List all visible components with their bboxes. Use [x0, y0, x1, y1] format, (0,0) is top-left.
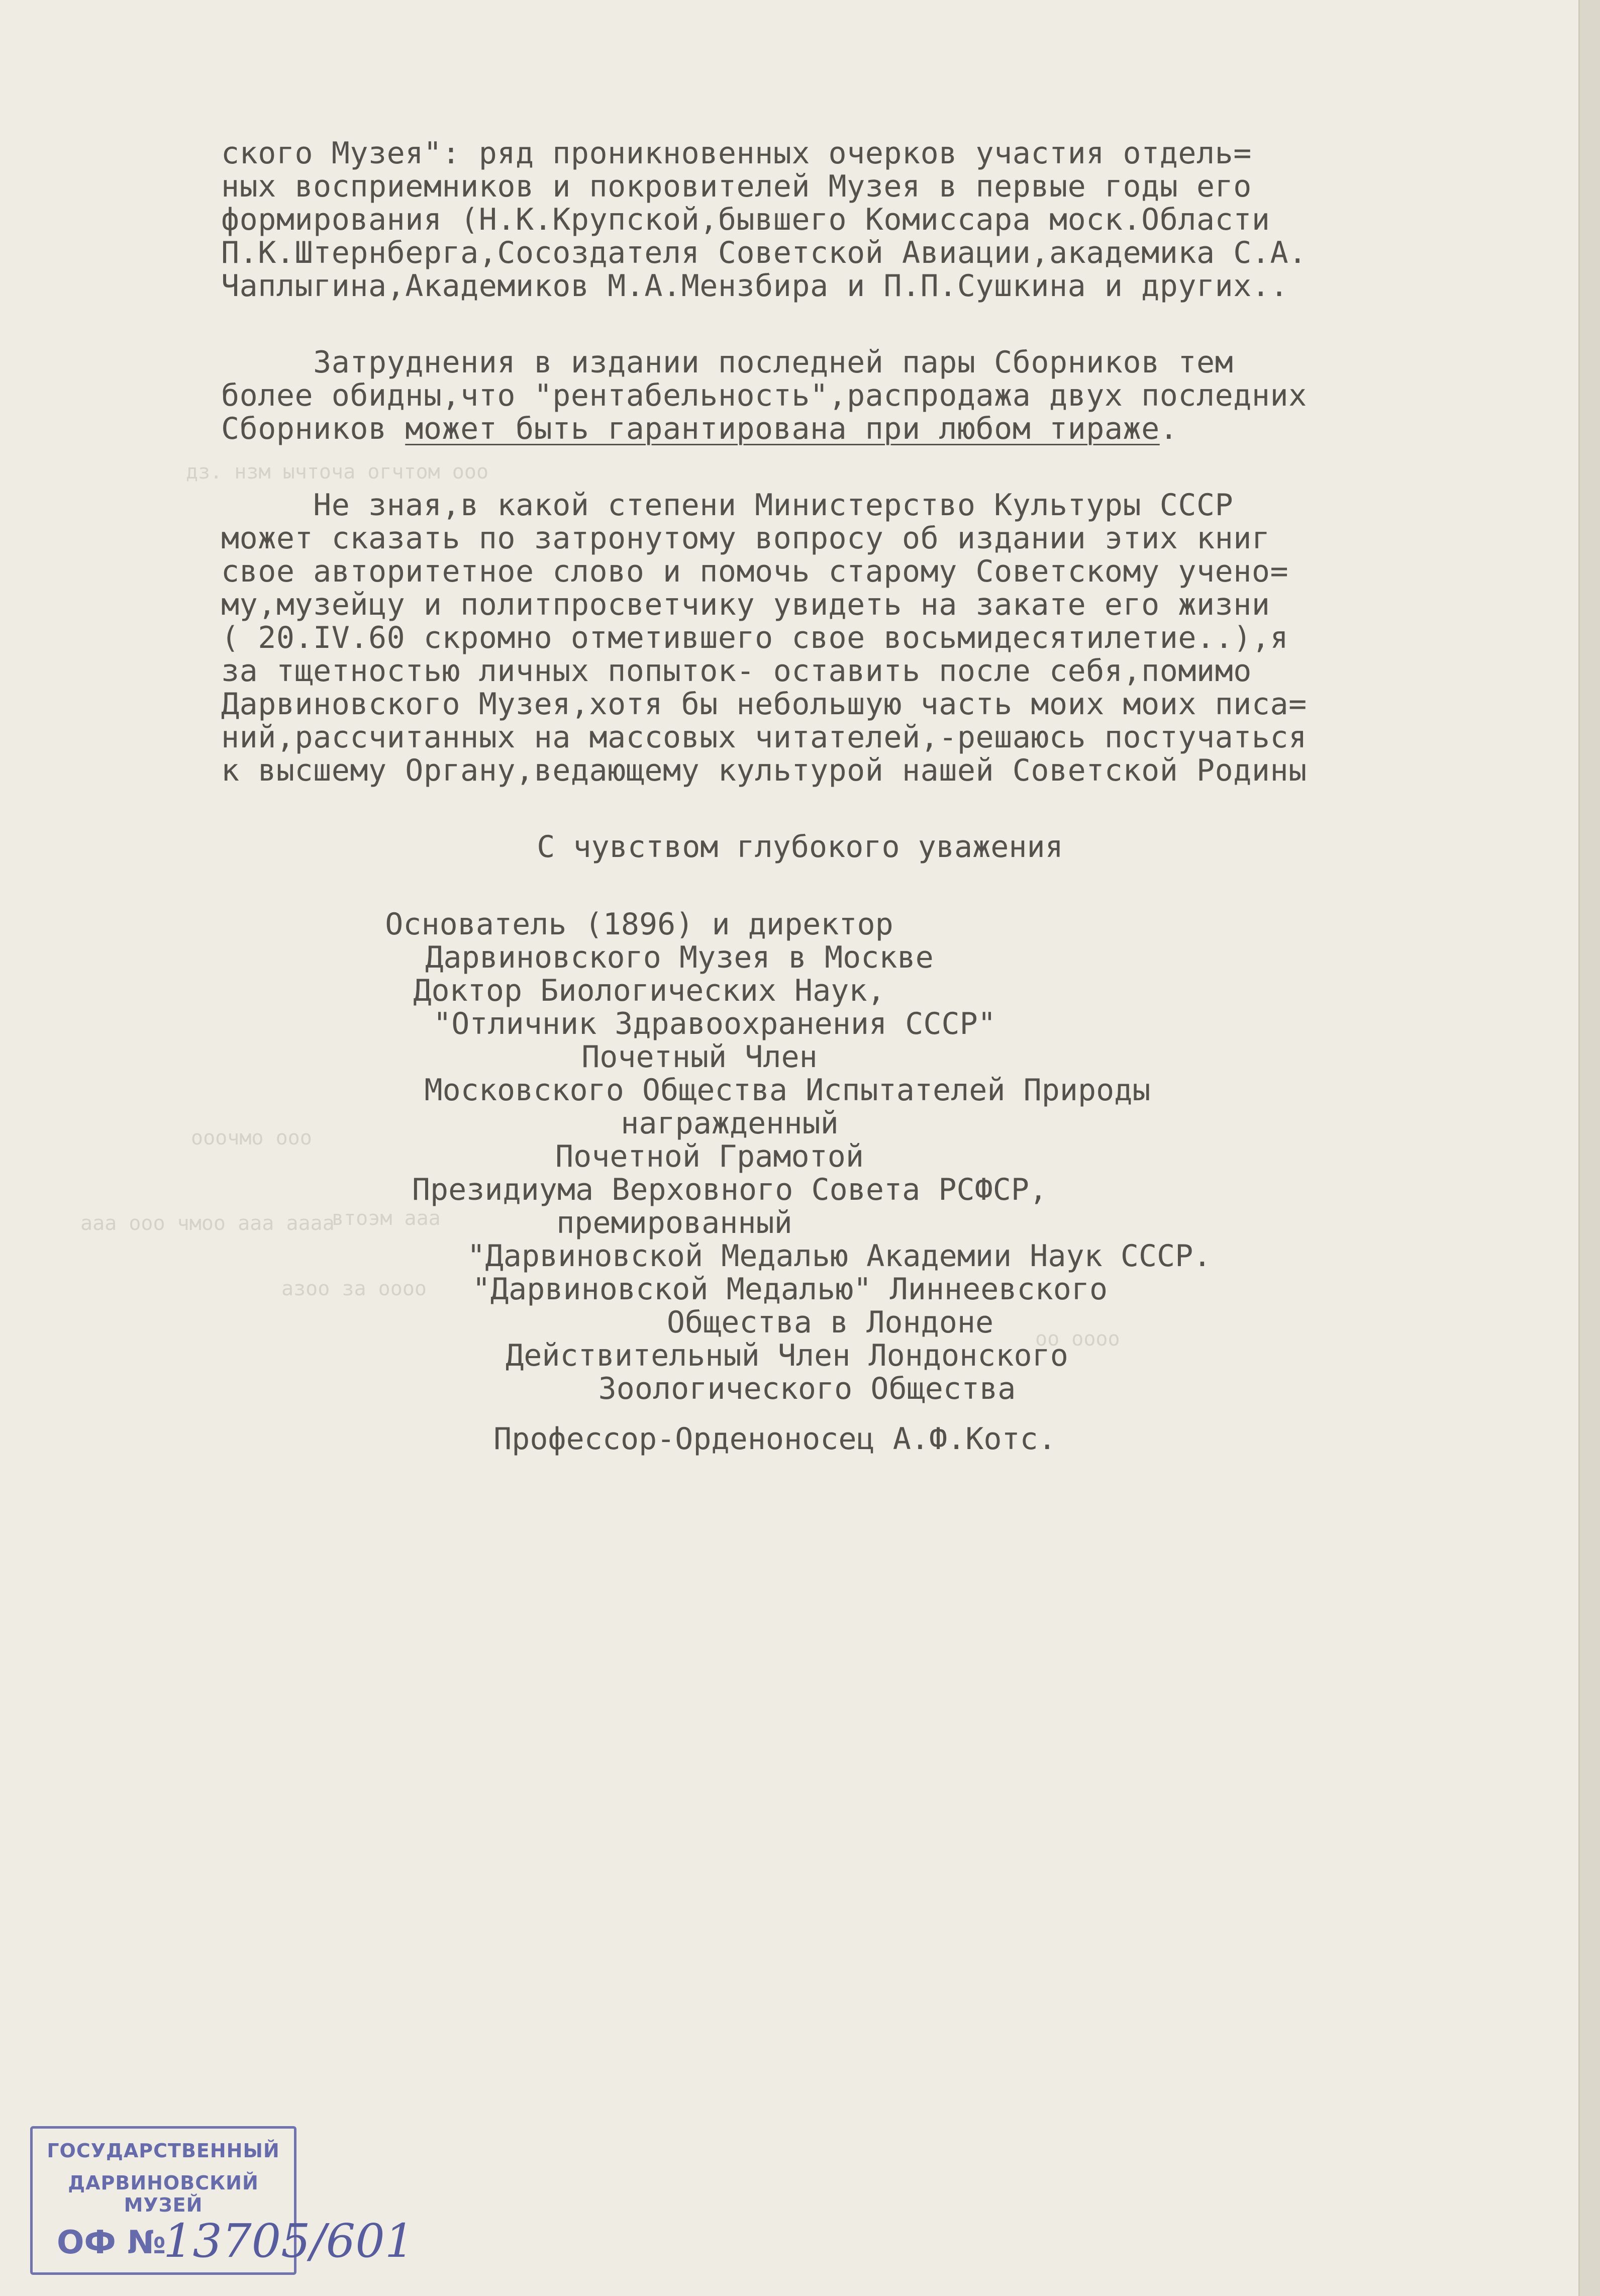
- signature-line: Общества в Лондоне: [666, 1305, 994, 1340]
- text-line: более обидны,что "рентабельность",распродажа двух последних: [221, 378, 1307, 413]
- bleed-through-texture: ооочмо ооо: [191, 1126, 312, 1150]
- signature-line: премированный: [556, 1205, 792, 1240]
- signature-line: Основатель (1896) и директор: [385, 907, 893, 942]
- text-line: свое авторитетное слово и помочь старому Советскому учено=: [221, 554, 1289, 589]
- text-fragment: .: [1159, 411, 1178, 446]
- text-line-underlined: [221, 412, 1178, 445]
- text-line: Дарвиновского Музея,хотя бы небольшую часть моих моих писа=: [221, 687, 1307, 722]
- stamp-number-value: 13705/601: [163, 2214, 415, 2268]
- text-line: П.К.Штернберга,Сосоздателя Советской Авиации,академика С.А.: [221, 235, 1307, 270]
- text-line: ных восприемников и покровителей Музея в первые годы его: [221, 169, 1252, 204]
- text-line: Не зная,в какой степени Министерство Культуры СССР: [221, 488, 1234, 523]
- text-line: формирования (Н.К.Крупской,бывшего Комиссара моск.Области: [221, 202, 1270, 237]
- text-line: Чаплыгина,Академиков М.А.Мензбира и П.П.Сушкина и других..: [221, 268, 1289, 304]
- underlined-phrase: может быть гарантирована при любом тираже: [405, 411, 1160, 446]
- text-line: за тщетностью личных попыток- оставить после себя,помимо: [221, 653, 1252, 689]
- bleed-through-texture: втоэм ааа: [332, 1207, 441, 1230]
- signature-line: Действительный Член Лондонского: [506, 1338, 1068, 1373]
- bleed-through-texture: азоо за оооо: [281, 1277, 427, 1300]
- signature-line: "Дарвиновской Медалью" Линнеевского: [472, 1272, 1108, 1307]
- signature-line: Президиума Верховного Совета РСФСР,: [412, 1172, 1048, 1207]
- text-line: ского Музея": ряд проникновенных очерков участия отдель=: [221, 136, 1252, 171]
- signature-line: "Отличник Здравоохранения СССР": [433, 1006, 996, 1041]
- page-edge: [1578, 0, 1600, 2296]
- stamp-number-label: ОФ №: [57, 2224, 166, 2261]
- museum-stamp: [30, 2126, 415, 2275]
- text-fragment: Сборников: [221, 411, 406, 446]
- signature-line: Зоологического Общества: [598, 1371, 1016, 1406]
- signature-line: Доктор Биологических Наук,: [413, 973, 885, 1008]
- signature-line: Московского Общества Испытателей Природы: [424, 1073, 1151, 1108]
- text-line: му,музейцу и политпросветчику увидеть на закате его жизни: [221, 587, 1270, 622]
- closing-line: С чувством глубокого уважения: [537, 829, 1063, 865]
- bleed-through-texture: оо оооо: [1035, 1327, 1120, 1351]
- stamp-line: ДАРВИНОВСКИЙ МУЗЕЙ: [68, 2172, 259, 2216]
- text-line: может сказать по затронутому вопросу об издании этих книг: [221, 521, 1270, 556]
- bleed-through-texture: ааа ооо чмоо ааа аааа: [80, 1212, 335, 1235]
- text-line: ( 20.IV.60 скромно отметившего свое восьмидесятилетие..),я: [221, 620, 1289, 655]
- text-line: к высшему Органу,ведающему культурой нашей Советской Родины: [221, 753, 1307, 788]
- text-line: Затруднения в издании последней пары Сборников тем: [221, 345, 1234, 380]
- signature-line: Профессор-Орденоносец А.Ф.Котс.: [493, 1421, 1056, 1457]
- stamp-line: ГОСУДАРСТВЕННЫЙ: [47, 2140, 280, 2162]
- bleed-through-texture: дз. нзм ычточа огчтом ооо: [186, 460, 489, 484]
- text-line: ний,рассчитанных на массовых читателей,-решаюсь постучаться: [221, 720, 1307, 755]
- signature-line: награжденный: [621, 1106, 839, 1141]
- signature-line: Почетной Грамотой: [555, 1139, 864, 1174]
- signature-line: Почетный Член: [581, 1039, 818, 1075]
- signature-line: "Дарвиновской Медалью Академии Наук СССР.: [467, 1238, 1212, 1274]
- signature-line: Дарвиновского Музея в Москве: [425, 940, 934, 975]
